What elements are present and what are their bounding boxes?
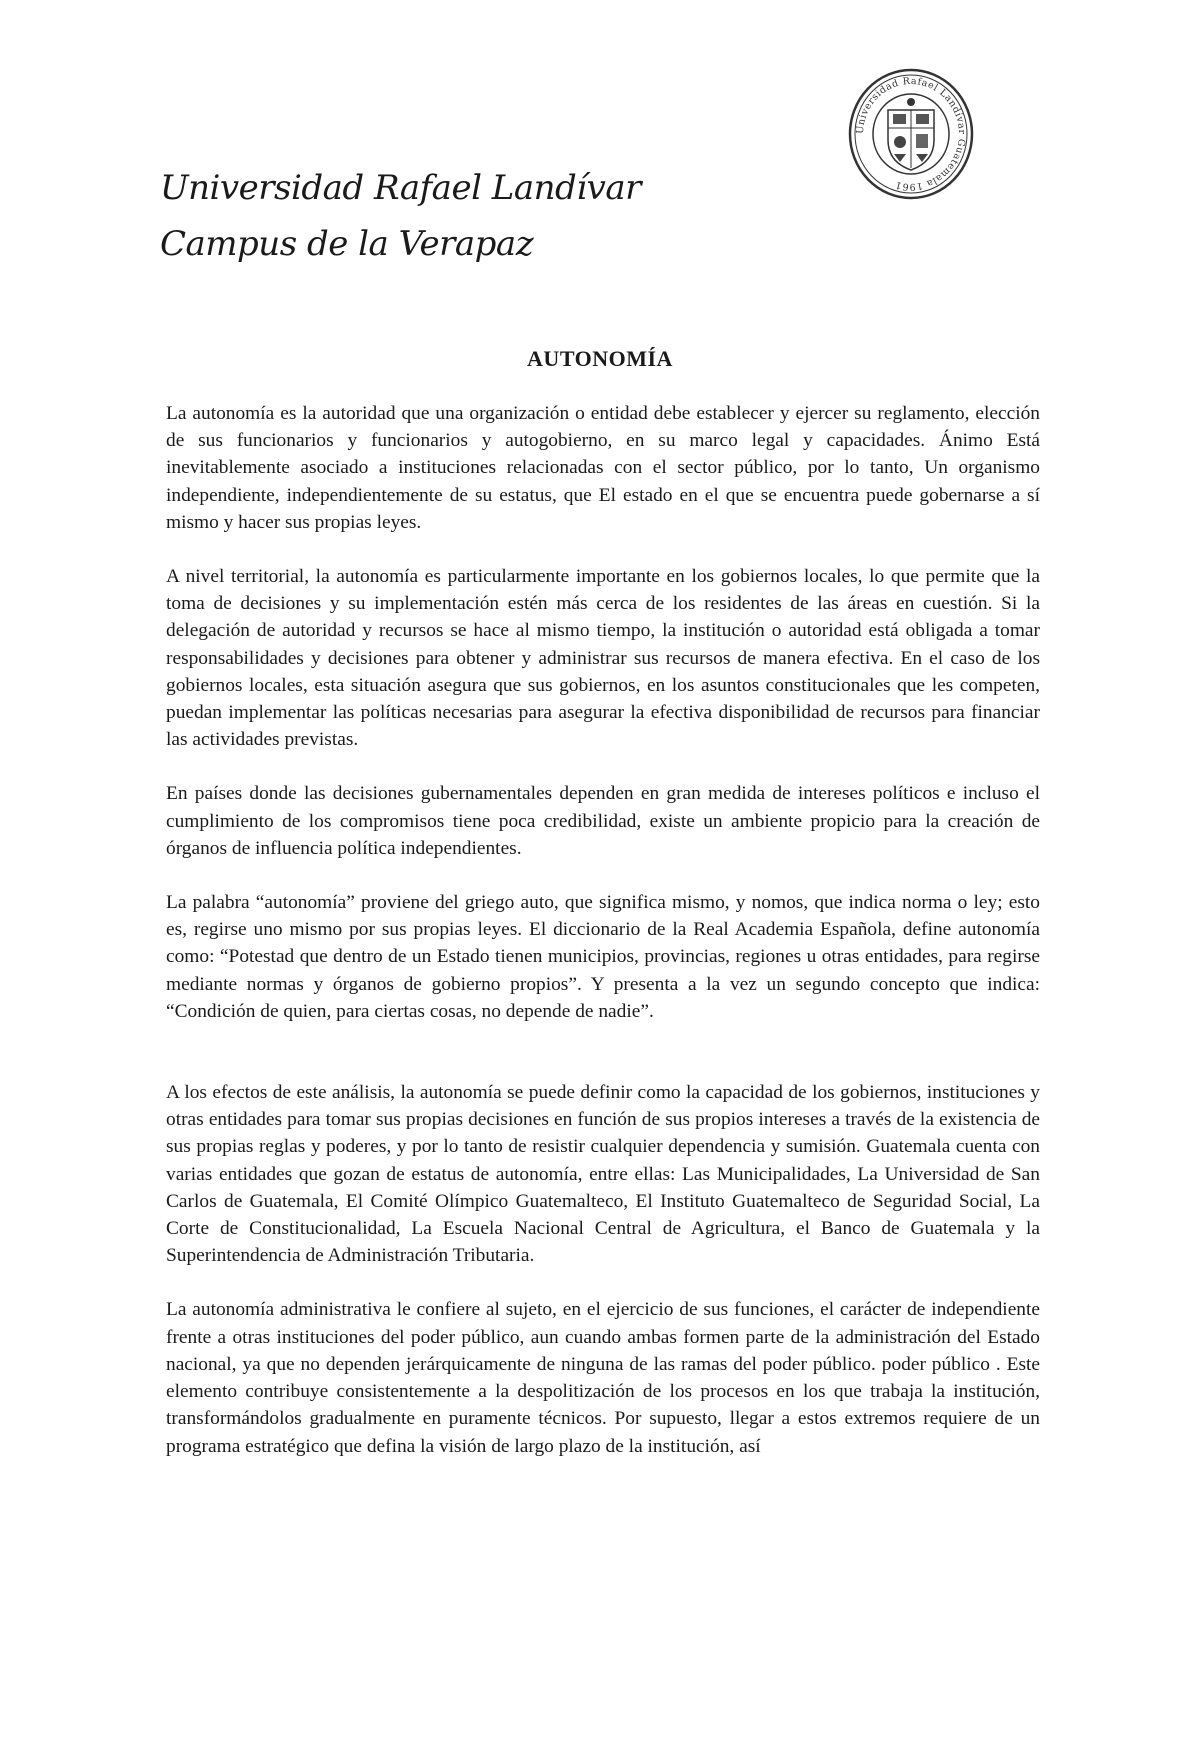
- document-heading: AUTONOMÍA: [527, 346, 673, 371]
- university-name: Universidad Rafael Landívar: [160, 168, 641, 208]
- paragraph: A los efectos de este análisis, la autonomía se puede definir como la capacidad de los gobiernos, instituciones y otras entidades para tomar sus propias decisiones en función de sus propios intereses a través de la existencia de sus propias reglas y poderes, y por lo tanto de resistir cualquier dependencia y sumisión. Guatemala cuenta con varias entidades que gozan de estatus de autonomía, entre ellas: Las Municipalidades, La Universidad de San Carlos de Guatemala, El Comité Olímpico Guatemalteco, El Instituto Guatemalteco de Seguridad Social, La Corte de Constitucionalidad, La Escuela Nacional Central de Agricultura, el Banco de Guatemala y la Superintendencia de Administración Tributaria.: [166, 1082, 1040, 1267]
- campus-name: Campus de la Verapaz: [160, 224, 534, 264]
- seal-text: Universidad Rafael Landívar Guatemala 1961: [854, 75, 968, 193]
- document-body: [166, 400, 1040, 1487]
- paragraph: A nivel territorial, la autonomía es particularmente importante en los gobiernos locales, lo que permite que la toma de decisiones y su implementación estén más cerca de los residentes de las áreas en cuestión. Si la delegación de autoridad y recursos se hace al mismo tiempo, la institución o autoridad está obligada a tomar responsabilidades y decisiones para obtener y administrar sus recursos de manera efectiva. En el caso de los gobiernos locales, esta situación asegura que sus gobiernos, en los asuntos constitucionales que les competen, puedan implementar las políticas necesarias para asegurar la efectiva disponibilidad de recursos para financiar las actividades previstas.: [166, 566, 1040, 751]
- paragraph: La palabra “autonomía” proviene del griego auto, que significa mismo, y nomos, que indica norma o ley; esto es, regirse uno mismo por sus propias leyes. El diccionario de la Real Academia Española, define autonomía como: “Potestad que dentro de un Estado tienen municipios, provincias, regiones u otras entidades, para regirse mediante normas y órganos de gobierno propios”. Y presenta a la vez un segundo concepto que indica: “Condición de quien, para ciertas cosas, no depende de nadie”.: [166, 892, 1040, 1022]
- paragraph: En países donde las decisiones gubernamentales dependen en gran medida de intereses políticos e incluso el cumplimiento de los compromisos tiene poca credibilidad, existe un ambiente propicio para la creación de órganos de influencia política independientes.: [166, 783, 1040, 859]
- paragraph: La autonomía es la autoridad que una organización o entidad debe establecer y ejercer su reglamento, elección de sus funcionarios y funcionarios y autogobierno, en su marco legal y capacidades. Ánimo Está inevitablemente asociado a instituciones relacionadas con el sector público, por lo tanto, Un organismo independiente, independientemente de su estatus, que El estado en el que se encuentra puede gobernarse a sí mismo y hacer sus propias leyes.: [166, 403, 1040, 533]
- university-seal-icon: [848, 68, 974, 200]
- header-title: [160, 160, 641, 272]
- paragraph: La autonomía administrativa le confiere al sujeto, en el ejercicio de sus funciones, el carácter de independiente frente a otras instituciones del poder público, aun cuando ambas formen parte de la administración del Estado nacional, ya que no dependen jerárquicamente de ninguna de las ramas del poder público. poder público . Este elemento contribuye consistentemente a la despolitización de los procesos en los que trabaja la institución, transformándolos gradualmente en puramente técnicos. Por supuesto, llegar a estos extremos requiere de un programa estratégico que defina la visión de largo plazo de la institución, así: [166, 1299, 1040, 1457]
